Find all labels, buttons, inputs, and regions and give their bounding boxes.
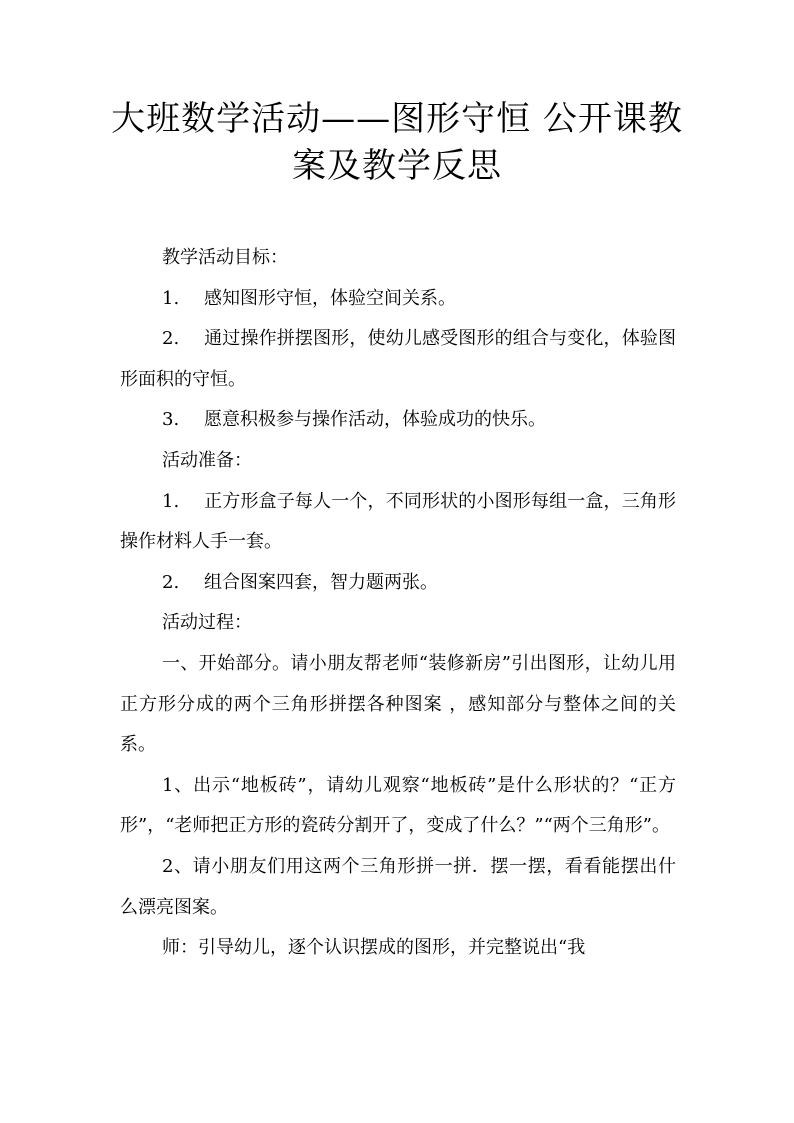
process-paragraph-4: 师：引导幼儿，逐个认识摆成的图形，并完整说出“我	[162, 937, 586, 959]
process-heading: 活动过程：	[162, 612, 252, 634]
goal-item-2	[120, 319, 676, 400]
goal-3-number: 3.	[162, 409, 180, 431]
process-paragraph-2: 1、出示“地板砖”，请幼儿观察“地板砖”是什么形状的？“正方形”，“老师把正方形的瓷砖分割开了，变成了什么？”“两个三角形”。	[120, 774, 676, 837]
title-line-1: 大班数学活动——图形守恒 公开课教	[111, 99, 683, 139]
prep-2-number: 2.	[162, 571, 180, 593]
goal-2-text: 通过操作拼摆图形，使幼儿感受图形的组合与变化，体验图形面积的守恒。	[120, 328, 676, 390]
prep-2-text: 组合图案四套，智力题两张。	[204, 571, 438, 593]
title-line-2: 案及教学反思	[292, 146, 502, 186]
process-paragraph-1: 一、开始部分。请小朋友帮老师“装修新房”引出图形，让幼儿用正方形分成的两个三角形拼摆各种图案 ，感知部分与整体之间的关系。	[120, 652, 676, 756]
prep-item-1	[120, 482, 676, 563]
prep-item-2	[120, 563, 676, 604]
goal-item-3	[120, 400, 676, 441]
goal-1-number: 1.	[162, 287, 180, 309]
goal-3-text: 愿意积极参与操作活动，体验成功的快乐。	[204, 409, 546, 431]
goals-heading: 教学活动目标：	[162, 247, 288, 268]
document-body	[120, 238, 676, 969]
prep-1-text: 正方形盒子每人一个，不同形状的小图形每组一盒，三角形操作材料人手一套。	[120, 490, 676, 553]
prep-1-number: 1.	[162, 490, 180, 512]
goal-2-number: 2.	[162, 328, 180, 350]
goal-1-text: 感知图形守恒，体验空间关系。	[204, 287, 456, 309]
process-paragraph-3: 2、请小朋友们用这两个三角形拼一拼．摆一摆，看看能摆出什么漂亮图案。	[120, 855, 676, 918]
goal-item-1	[120, 279, 676, 320]
prep-heading: 活动准备：	[162, 449, 252, 471]
document-title	[100, 96, 694, 190]
